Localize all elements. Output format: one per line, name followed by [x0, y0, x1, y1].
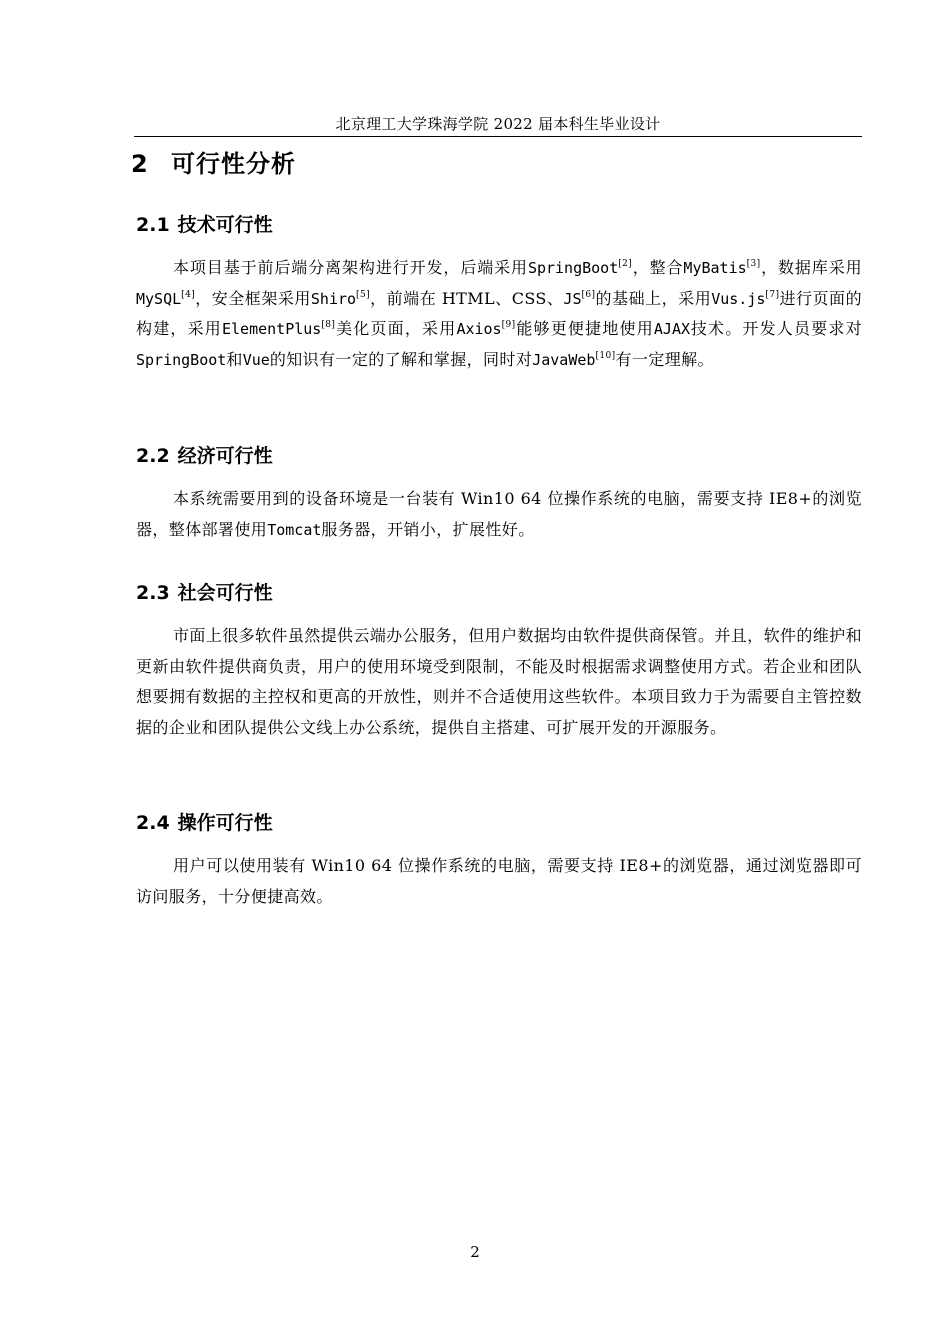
citation: [2]: [618, 259, 633, 269]
citation: [10]: [595, 350, 616, 361]
header-rule: [134, 136, 862, 137]
citation: [9]: [501, 320, 516, 330]
citation: [4]: [181, 289, 196, 300]
section-operational-feasibility: [136, 810, 862, 912]
citation: [7]: [765, 289, 780, 300]
section-title-text: 经济可行性: [177, 445, 273, 467]
section-paragraph: 本系统需要用到的设备环境是一台装有 Win10 64 位操作系统的电脑，需要支持 IE8+的浏览器，整体部署使用Tomcat服务器，开销小，扩展性好。: [136, 489, 862, 539]
chapter-title-text: 可行性分析: [171, 150, 296, 178]
citation: [6]: [581, 289, 596, 300]
section-title-text: 操作可行性: [177, 812, 273, 834]
section-number: 2.1: [136, 214, 170, 236]
section-title: [136, 810, 862, 836]
citation: [5]: [356, 289, 370, 300]
page-number: 2: [470, 1243, 480, 1261]
section-number: 2.4: [136, 812, 170, 834]
chapter-number: 2: [131, 150, 149, 178]
citation: [8]: [321, 320, 336, 330]
page-header: 北京理工大学珠海学院 2022 届本科生毕业设计: [335, 115, 661, 133]
section-title-text: 社会可行性: [177, 582, 273, 604]
section-title: [136, 443, 862, 469]
chapter-title: [131, 148, 296, 180]
citation: [3]: [746, 259, 761, 269]
section-technical-feasibility: [136, 212, 862, 375]
section-paragraph: 市面上很多软件虽然提供云端办公服务，但用户数据均由软件提供商保管。并且，软件的维护和更新由软件提供商负责，用户的使用环境受到限制，不能及时根据需求调整使用方式。若企业和团队想要拥有数据的主控权和更高的开放性，则并不合适使用这些软件。本项目致力于为需要自主管控数据的企业和团队提供公文线上办公系统，提供自主搭建、可扩展开发的开源服务。: [136, 626, 862, 737]
section-title: [136, 212, 862, 238]
section-social-feasibility: [136, 580, 862, 743]
section-paragraph: 用户可以使用装有 Win10 64 位操作系统的电脑，需要支持 IE8+的浏览器，通过浏览器即可访问服务，十分便捷高效。: [136, 856, 862, 906]
section-title: [136, 580, 862, 606]
section-number: 2.3: [136, 582, 170, 604]
section-number: 2.2: [136, 445, 170, 467]
section-title-text: 技术可行性: [177, 214, 273, 236]
section-paragraph: 本项目基于前后端分离架构进行开发，后端采用SpringBoot[2]，整合MyBatis[3]，数据库采用MySQL[4]，安全框架采用Shiro[5]，前端在 HTML、CSS、JS[6]的基础上，采用Vus.js[7]进行页面的构建，采用ElementPlus[8]美化页面，采用Axios[9]能够更便捷地使用AJAX技术。开发人员要求对SpringBoot和Vue的知识有一定的了解和掌握，同时对JavaWeb[10]有一定理解。: [136, 258, 863, 369]
section-economic-feasibility: [136, 443, 862, 545]
